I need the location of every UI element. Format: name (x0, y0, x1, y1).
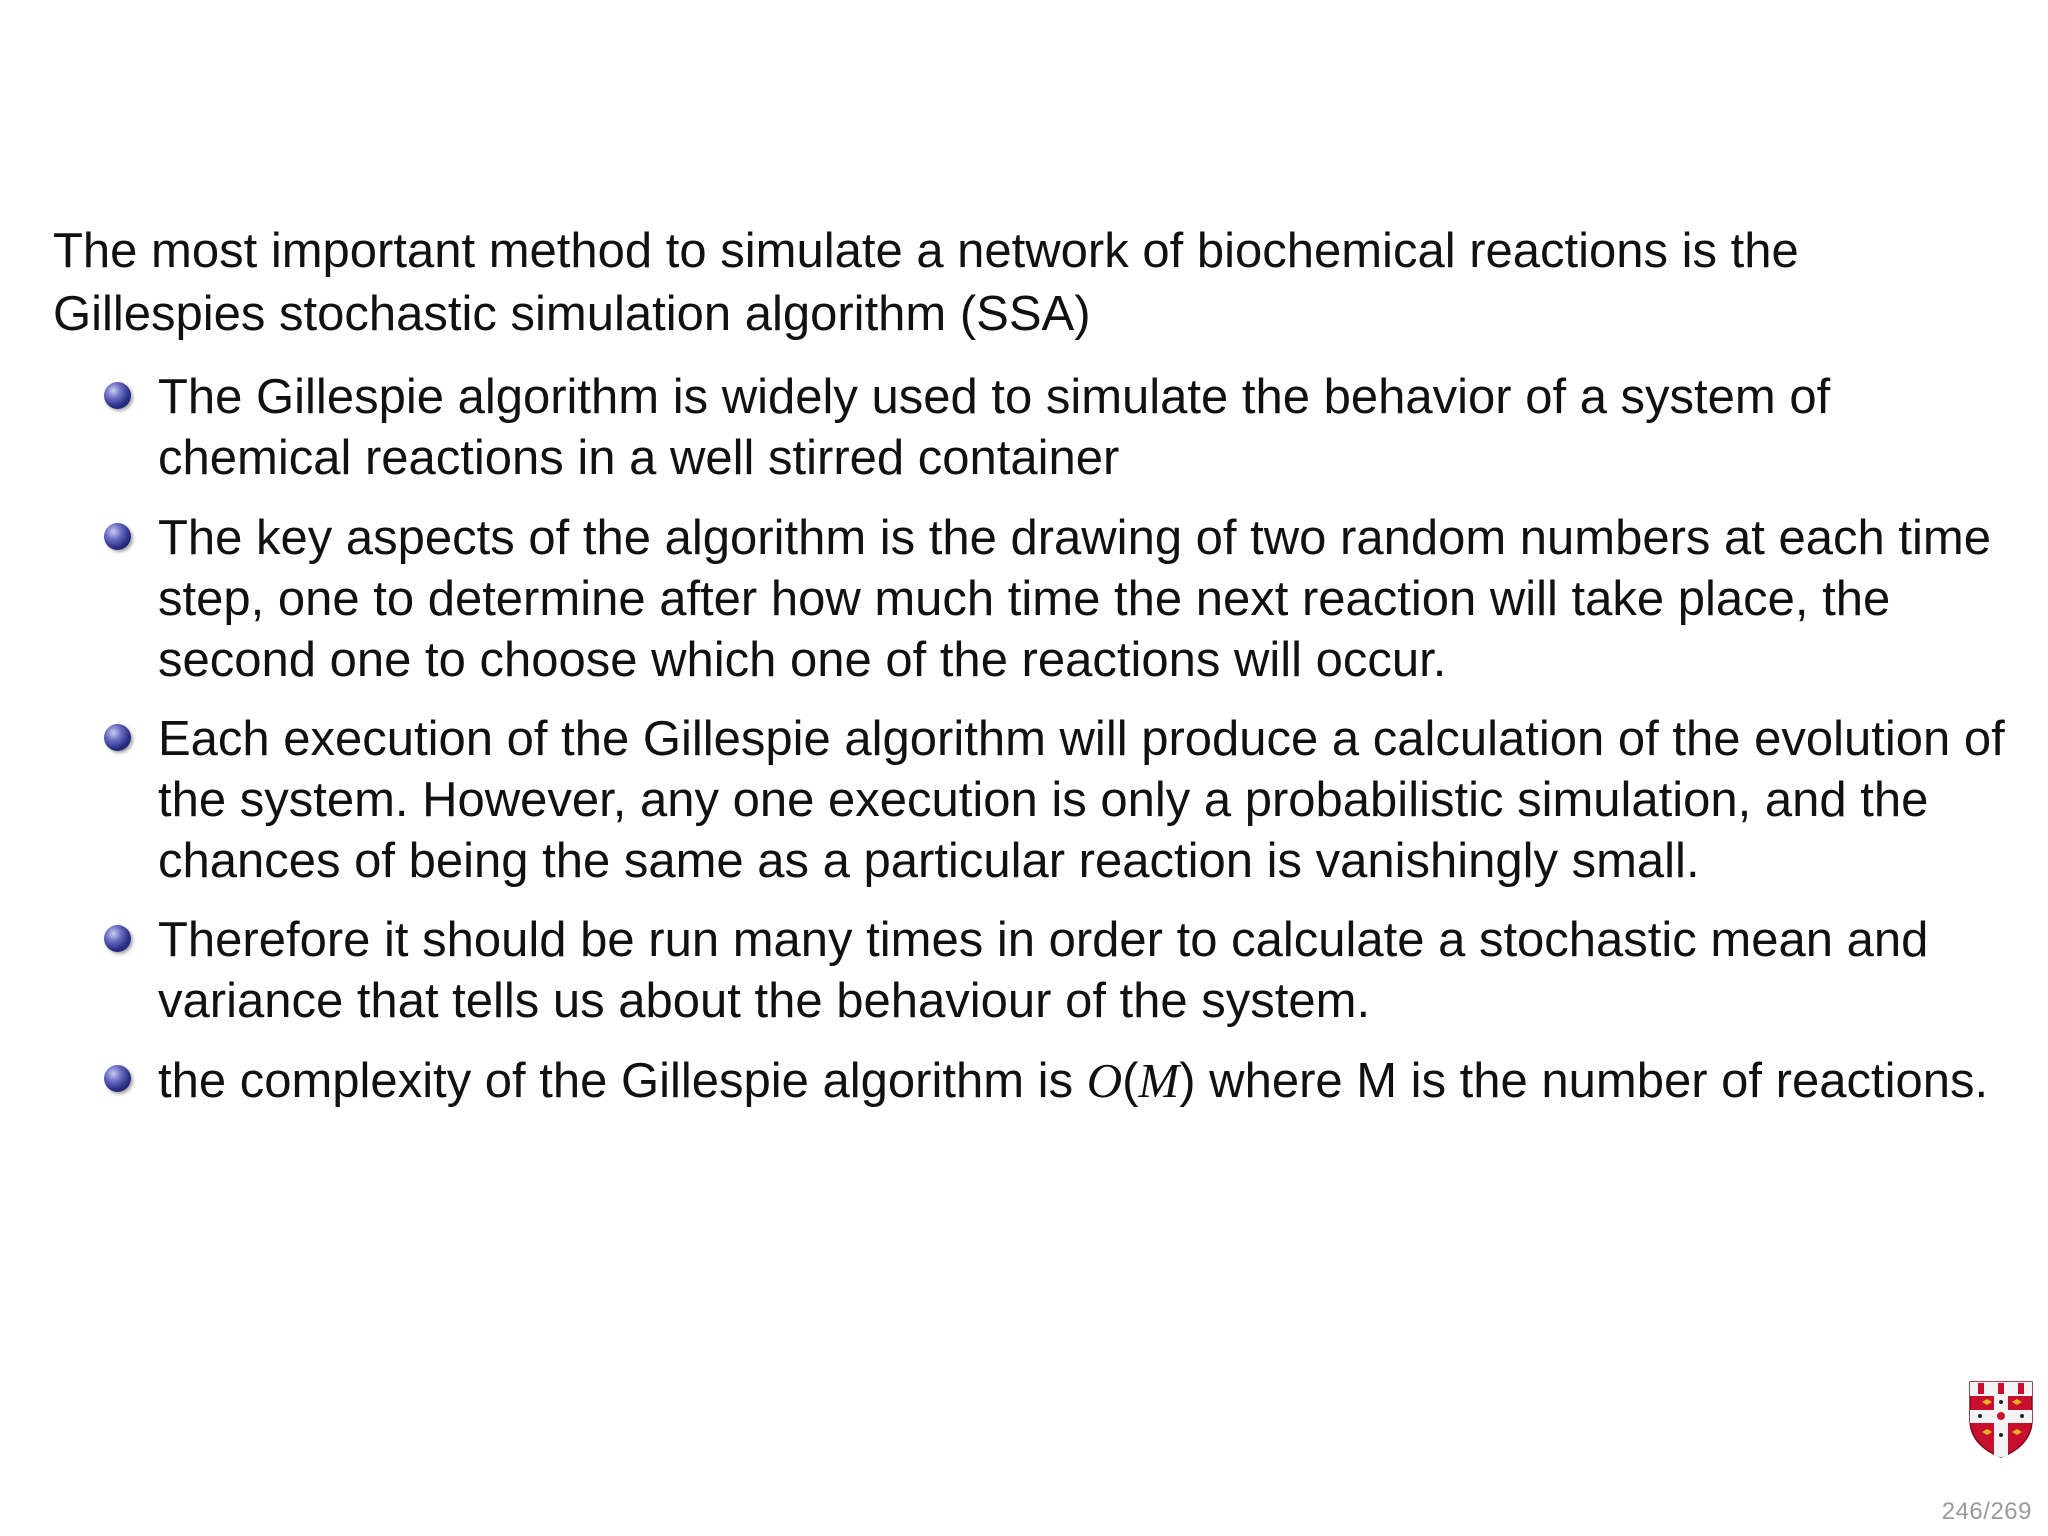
page-number (1942, 1498, 2032, 1526)
page-separator: / (1983, 1498, 1991, 1525)
sphere-bullet-icon (104, 382, 131, 409)
list-item (104, 1050, 2024, 1112)
complexity-text-before: the complexity of the Gillespie algorithm is (158, 1054, 1087, 1108)
intro-paragraph: The most important method to simulate a network of biochemical reactions is the Gillespies stochastic simulation algorithm (SSA) (53, 224, 1799, 341)
university-crest-icon (1968, 1380, 2034, 1458)
paren-open: ( (1122, 1054, 1139, 1108)
bullet-text: Therefore it should be run many times in order to calculate a stochastic mean and variance that tells us about the behaviour of the system. (158, 913, 1929, 1028)
bullet-text: Each execution of the Gillespie algorithm will produce a calculation of the evolution of the system. However, any one execution is only a probabilistic simulation, and the chances of being the same as a particular reaction is vanishingly small. (158, 712, 2005, 888)
sphere-bullet-icon (104, 1065, 131, 1092)
list-item (104, 508, 2024, 691)
list-item (104, 910, 2024, 1032)
sphere-bullet-icon (104, 523, 131, 550)
bullet-text (158, 1050, 2024, 1112)
complexity-text-after: where M is the number of reactions. (1195, 1054, 1989, 1108)
math-variable-m: M (1138, 1053, 1180, 1108)
bullet-text: The key aspects of the algorithm is the drawing of two random numbers at each time step, one to determine after how much time the next reaction will take place, the second one to choose which one of the reactions will occur. (158, 511, 1991, 687)
bullet-text: The Gillespie algorithm is widely used to simulate the behavior of a system of chemical reactions in a well stirred container (158, 370, 1831, 485)
big-o-symbol: O (1086, 1053, 1123, 1108)
list-item (104, 367, 2024, 489)
page-current: 246 (1941, 1498, 1984, 1525)
list-item (104, 709, 2024, 892)
sphere-bullet-icon (104, 925, 131, 952)
sphere-bullet-icon (104, 724, 131, 751)
page-total: 269 (1990, 1498, 2032, 1525)
paren-close: ) (1179, 1054, 1196, 1108)
